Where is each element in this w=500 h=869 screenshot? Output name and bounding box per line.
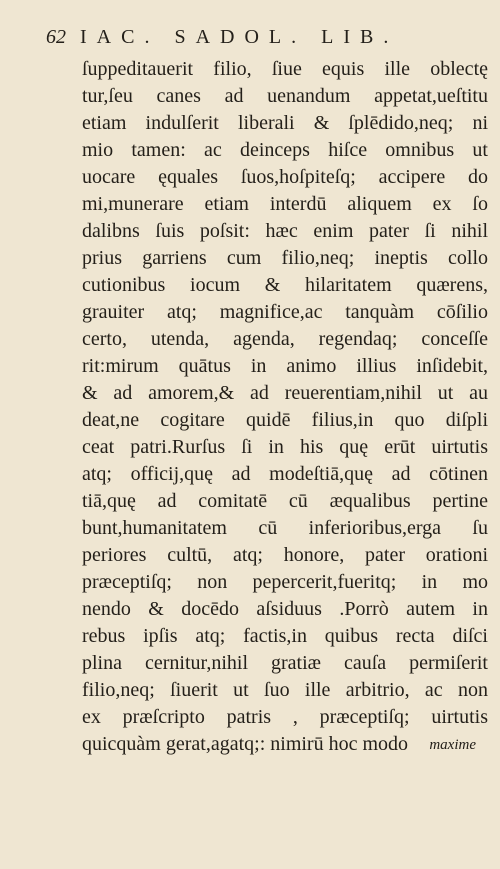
- text-line: periores cultū, atq; honore, pater orationi: [82, 544, 488, 566]
- text-line: rit:mirum quātus in animo illius inſidebit,: [82, 355, 488, 377]
- text-line: ex præſcripto patris , præceptiſq; uirtutis: [82, 706, 488, 728]
- text-line: uocare ęquales ſuos,hoſpiteſq; accipere do: [82, 166, 488, 188]
- text-line: dalibns ſuis poſsit: hæc enim pater ſi nihil: [82, 220, 488, 242]
- text-line: atq; officij,quę ad modeſtiā,quę ad cōtinen: [82, 463, 488, 485]
- page-header: [46, 26, 486, 50]
- running-title: IAC. SADOL. LIB.: [80, 26, 399, 48]
- text-line: nendo & docēdo aſsiduus .Porrò autem in: [82, 598, 488, 620]
- text-line: tur,ſeu canes ad uenandum appetat,ueſtitu: [82, 85, 488, 107]
- page-number: 62: [46, 26, 66, 48]
- text-line: rebus ipſis atq; factis,in quibus recta diſci: [82, 625, 488, 647]
- text-line: plina cernitur,nihil gratiæ cauſa permiſerit: [82, 652, 488, 674]
- text-line: ſuppeditauerit filio, ſiue equis ille oblectę: [82, 58, 488, 80]
- text-line: & ad amorem,& ad reuerentiam,nihil ut au: [82, 382, 488, 404]
- text-line: mi,munerare etiam interdū aliquem ex ſo: [82, 193, 488, 215]
- text-line: deat,ne cogitare quidē filius,in quo diſpli: [82, 409, 488, 431]
- text-line: tiā,quę ad comitatē cū æqualibus pertine: [82, 490, 488, 512]
- text-line: grauiter atq; magnifice,ac tanquàm cōſilio: [82, 301, 488, 323]
- text-line: prius garriens cum filio,neq; ineptis collo: [82, 247, 488, 269]
- text-line: præceptiſq; non pepercerit,fueritq; in mo: [82, 571, 488, 593]
- text-line: ceat patri.Rurſus ſi in his quę erūt uirtutis: [82, 436, 488, 458]
- text-line: filio,neq; ſiuerit ut ſuo ille arbitrio, ac non: [82, 679, 488, 701]
- text-line: quicquàm gerat,agatq;: nimirū hoc modo: [82, 733, 409, 755]
- body-text: [82, 56, 488, 758]
- text-line: certo, utenda, agenda, regendaq; conceſſe: [82, 328, 488, 350]
- text-line: cutionibus iocum & hilaritatem quærens,: [82, 274, 488, 296]
- catchword: maxime: [429, 737, 476, 753]
- text-line: bunt,humanitatem cū inferioribus,erga ſu: [82, 517, 488, 539]
- text-line: mio tamen: ac deinceps hiſce omnibus ut: [82, 139, 488, 161]
- text-line: etiam indulſerit liberali & ſplēdido,neq; ni: [82, 112, 488, 134]
